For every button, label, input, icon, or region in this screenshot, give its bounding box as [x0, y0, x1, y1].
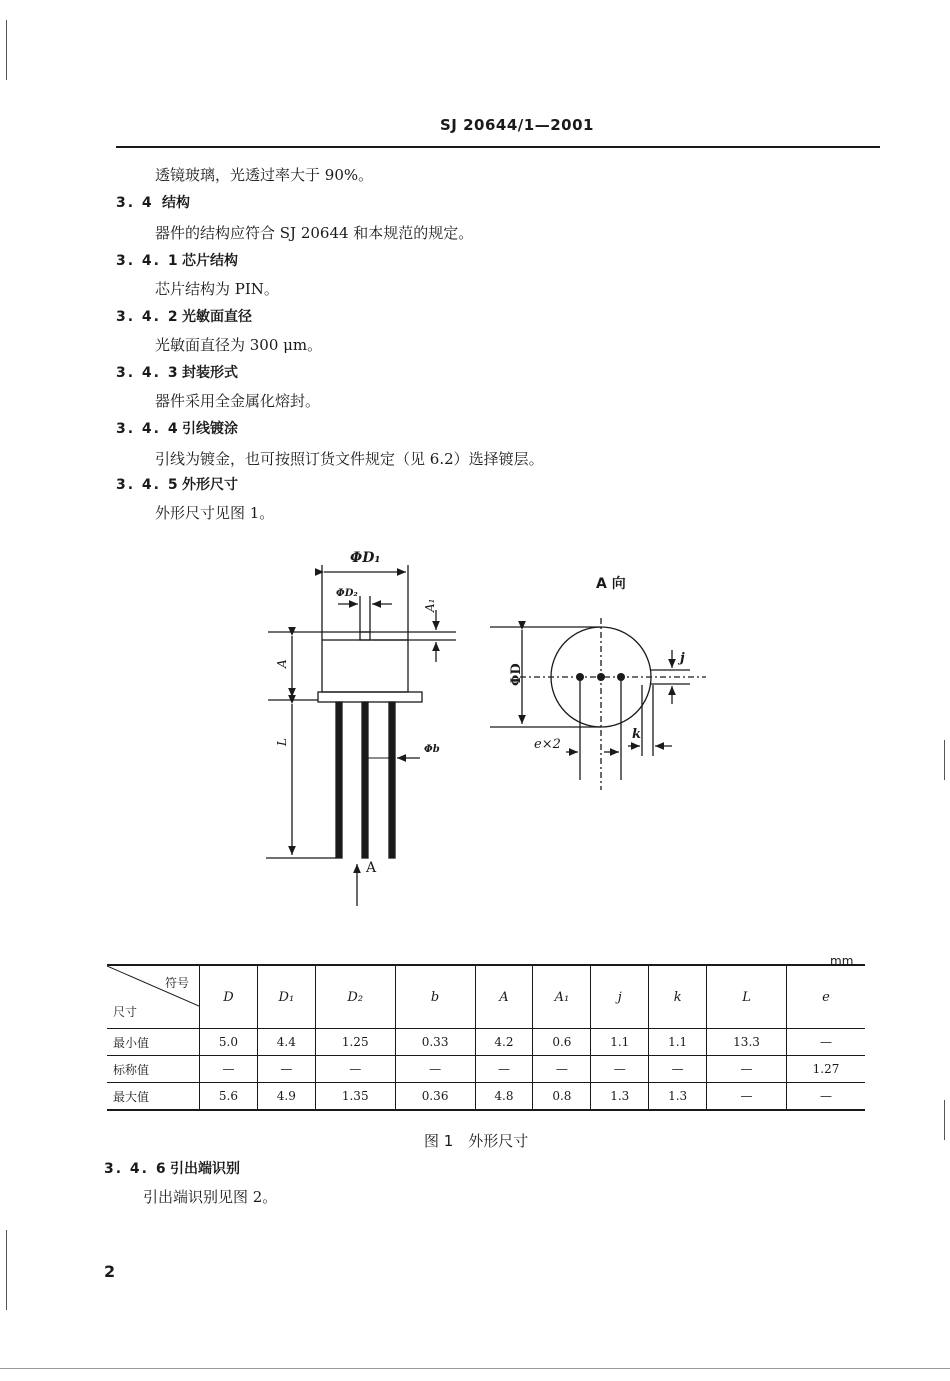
lead-left: [336, 702, 342, 858]
corner-symbol-label: 符号: [164, 976, 189, 990]
table-header-cell: A₁: [533, 965, 591, 1029]
table-cell: —: [649, 1056, 707, 1083]
label-e: e×2: [534, 737, 561, 752]
table-cell: 1.3: [649, 1083, 707, 1111]
section-number: 3. 4. 4: [116, 421, 180, 437]
row-label: 最大值: [107, 1083, 200, 1111]
label-view-arrow: A: [366, 860, 377, 876]
section-title: 外形尺寸: [182, 477, 238, 493]
section-3-4-6-text: 引出端识别见图 2。: [143, 1188, 278, 1206]
table-header-cell: A: [475, 965, 533, 1029]
section-3-4-4-text: 引线为镀金，也可按照订货文件规定（见 6.2）选择镀层。: [155, 450, 544, 468]
section-3-4-3-text: 器件采用全金属化熔封。: [155, 392, 321, 410]
table-row: [107, 1029, 865, 1056]
table-header-cell: L: [707, 965, 787, 1029]
label-d2: ΦD₂: [336, 588, 358, 599]
intro-line: 透镜玻璃，光透过率大于 90%。: [155, 166, 374, 184]
table-cell: 1.27: [786, 1056, 865, 1083]
corner-dimension-label: 尺寸: [113, 1005, 138, 1019]
label-k: k: [632, 727, 642, 742]
figure-caption: 图 1 外形尺寸: [424, 1132, 529, 1150]
label-d1: ΦD₁: [350, 550, 381, 566]
section-number: 3. 4. 6: [104, 1161, 168, 1177]
table-cell: —: [786, 1029, 865, 1056]
lead-middle: [362, 702, 368, 858]
table-corner-cell: [107, 965, 200, 1029]
table-cell: —: [395, 1056, 475, 1083]
label-view: A 向: [596, 576, 626, 592]
section-title: 封装形式: [182, 365, 238, 381]
label-l: L: [275, 738, 289, 746]
table-cell: 1.1: [591, 1029, 649, 1056]
table-cell: 4.4: [257, 1029, 315, 1056]
table-row: [107, 1083, 865, 1111]
table-header-cell: k: [649, 965, 707, 1029]
table-cell: —: [200, 1056, 258, 1083]
page-number: 2: [104, 1262, 116, 1281]
table-cell: —: [786, 1083, 865, 1111]
table-cell: —: [257, 1056, 315, 1083]
unit-label: mm: [830, 954, 854, 968]
section-3-4-2-text: 光敏面直径为 300 μm。: [155, 336, 323, 354]
scan-edge-mark: [944, 1100, 945, 1140]
scan-bottom-edge: [0, 1368, 950, 1369]
table-header-cell: D₁: [257, 965, 315, 1029]
section-number: 3. 4: [116, 195, 154, 211]
pin-2: [597, 673, 605, 681]
lens-window: [360, 632, 370, 640]
table-header-cell: b: [395, 965, 475, 1029]
section-number: 3. 4. 2: [116, 309, 180, 325]
section-number: 3. 4. 5: [116, 477, 180, 493]
label-a: A: [275, 659, 289, 668]
table-header-cell: j: [591, 965, 649, 1029]
table-cell: —: [707, 1083, 787, 1111]
cap-body: [322, 640, 408, 692]
section-title: 结构: [162, 195, 190, 211]
pin-3: [617, 673, 625, 681]
scan-edge-mark: [6, 20, 7, 80]
lead-right: [389, 702, 395, 858]
table-header-row: [107, 965, 865, 1029]
pin-1: [576, 673, 584, 681]
table-cell: —: [591, 1056, 649, 1083]
label-a1: A₁: [423, 598, 437, 612]
table-cell: 13.3: [707, 1029, 787, 1056]
section-3-4-1-text: 芯片结构为 PIN。: [155, 280, 279, 298]
dimension-table: [107, 964, 865, 1111]
section-title: 引出端识别: [170, 1161, 240, 1177]
section-3-4-6-heading: [104, 1158, 240, 1178]
row-label: 最小值: [107, 1029, 200, 1056]
row-label: 标称值: [107, 1056, 200, 1083]
table-cell: 4.2: [475, 1029, 533, 1056]
table-cell: —: [475, 1056, 533, 1083]
section-3-4-5-text: 外形尺寸见图 1。: [155, 504, 275, 522]
section-number: 3. 4. 1: [116, 253, 180, 269]
table-cell: 5.0: [200, 1029, 258, 1056]
table-header-cell: e: [786, 965, 865, 1029]
table-cell: 1.3: [591, 1083, 649, 1111]
table-cell: 0.33: [395, 1029, 475, 1056]
table-cell: 1.25: [315, 1029, 395, 1056]
table-cell: 0.8: [533, 1083, 591, 1111]
table-cell: 4.9: [257, 1083, 315, 1111]
table-cell: 4.8: [475, 1083, 533, 1111]
scan-edge-mark: [944, 740, 945, 780]
scan-edge-mark: [6, 1230, 7, 1310]
table-row: [107, 1056, 865, 1083]
table-cell: 1.1: [649, 1029, 707, 1056]
table-cell: —: [315, 1056, 395, 1083]
table-cell: —: [707, 1056, 787, 1083]
table-cell: 0.6: [533, 1029, 591, 1056]
label-diameter-d: ΦD: [509, 663, 524, 686]
label-b: Φb: [424, 744, 440, 755]
section-title: 引线镀涂: [182, 421, 238, 437]
table-cell: 1.35: [315, 1083, 395, 1111]
table-header-cell: D: [200, 965, 258, 1029]
label-j: j: [680, 651, 685, 666]
section-title: 光敏面直径: [182, 309, 252, 325]
section-number: 3. 4. 3: [116, 365, 180, 381]
document-id: SJ 20644/1—2001: [440, 116, 594, 134]
table-cell: 5.6: [200, 1083, 258, 1111]
section-3-4-text: 器件的结构应符合 SJ 20644 和本规范的规定。: [155, 224, 474, 242]
table-header-cell: D₂: [315, 965, 395, 1029]
table-cell: 0.36: [395, 1083, 475, 1111]
flange: [318, 692, 422, 702]
section-title: 芯片结构: [182, 253, 238, 269]
table-cell: —: [533, 1056, 591, 1083]
